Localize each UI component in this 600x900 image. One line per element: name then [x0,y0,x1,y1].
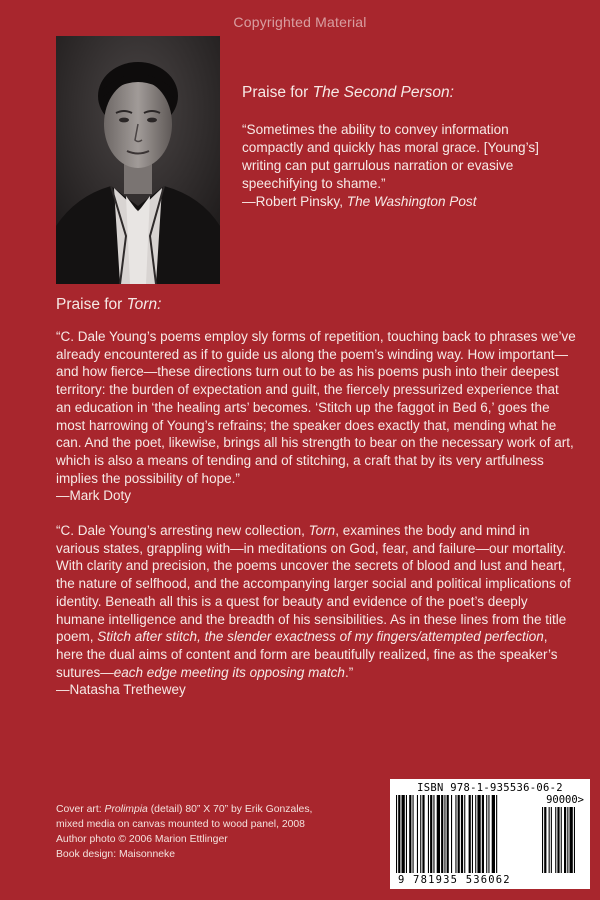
book-title: Torn: [126,296,162,313]
barcode-bar [420,795,421,873]
praise-torn [56,296,576,699]
credits [56,802,396,862]
barcode-bar [492,795,495,873]
barcode-bar [409,795,411,873]
barcode-addon-bar [555,807,556,873]
barcode-bar [430,795,432,873]
pinsky-quote: “Sometimes the ability to convey information compactly and quickly has moral grace. [Young’s] writing can put garrulous narration or evasive speechifying to shame.” [242,122,539,191]
barcode-bar [469,795,471,873]
barcode-bar [451,795,452,873]
barcode-bar [444,795,445,873]
cover-title: Prolimpia [104,804,148,815]
barcode-addon-bar [564,807,566,873]
barcode-bar [475,795,476,873]
barcode-addon-bar [542,807,543,873]
barcode-bar [477,795,480,873]
barcode-bar [464,795,465,873]
author-portrait-image [56,36,220,284]
praise-heading [242,84,572,102]
photo-credit: Author photo © 2006 Marion Ettlinger [56,834,228,845]
copyright-watermark: Copyrighted Material [233,14,367,30]
isbn-barcode [390,779,590,889]
barcode-bar [472,795,473,873]
barcode-bars [396,795,586,873]
attribution-source: The Washington Post [346,194,477,209]
trethewey-attribution: —Natasha Trethewey [56,682,186,698]
cover-art-credit [56,802,396,817]
pinsky-attribution [242,193,572,211]
barcode-bar [441,795,443,873]
quote-text: .” [344,664,354,680]
barcode-bar [488,795,489,873]
barcode-bar [482,795,484,873]
barcode-addon-bar [551,807,552,873]
barcode-addon-bar [557,807,559,873]
author-photo [56,36,220,284]
quoted-lines: Stitch after stitch, the slender exactness of my fingers/attempted perfection [97,629,544,645]
cover-art-medium: mixed media on canvas mounted to wood panel, 2008 [56,819,305,830]
barcode-addon-bar [567,807,568,873]
attribution-name: —Robert Pinsky, [242,194,347,209]
barcode-bar [422,795,424,873]
barcode-bar [458,795,460,873]
barcode-bar [402,795,405,873]
barcode-bar [417,795,418,873]
barcode-addon-bar [549,807,550,873]
quoted-lines: each edge meeting its opposing match [113,664,345,680]
cover-prefix: Cover art: [56,804,105,815]
quote-text: , here the dual aims of content and form are beautifully realized, fine as the speaker’s sutures— [56,629,558,680]
barcode-bar [496,795,497,873]
barcode-addon-bar [574,807,575,873]
praise-heading-prefix: Praise for [242,84,313,101]
design-credit: Book design: Maisonneke [56,849,175,860]
barcode-bar [406,795,407,873]
praise-second-person [242,84,572,211]
barcode-bar [428,795,429,873]
barcode-digits: 9 781935 536062 [398,874,511,886]
barcode-addon-bar [544,807,546,873]
quote-text: “C. Dale Young’s arresting new collection, [56,523,309,539]
barcode-addon-bar [561,807,562,873]
barcode-bar [447,795,449,873]
quote-text: , examines the body and mind in various states, grappling with—in meditations on God, fear, and failure—our mortality. With clarity and precision, the poems uncover the secrets of blood and lust and heart, the nature of selfhood, and the accompanying larger social and political implications of identity. Beneath all this is a quest for beauty and evidence of the poet’s deeply humane intelligence and the breadth of his sensibilities. As in these lines from the title poem, [56,523,571,645]
barcode-bar [486,795,487,873]
barcode-bar [396,795,397,873]
cover-rest: (detail) 80” X 70” by Erik Gonzales, [147,804,313,815]
praise-heading [56,296,576,314]
barcode-bar [461,795,463,873]
barcode-bar [455,795,456,873]
price-code: 90000> [546,794,584,806]
trethewey-quote [56,522,576,681]
book-title: The Second Person: [312,84,454,101]
doty-quote: “C. Dale Young’s poems employ sly forms of repetition, touching back to phrases we’ve already encountered as if to guide us along the poem’s winding way. How important—and how fierce—these directions turn out to be as his poems push into their deepest territory: the burden of expectation and guilt, the fiercely pressurized experience that an education in ‘the healing arts’ becomes. ‘Stitch up the faggot in Bed 6,’ goes the most harrowing of Young’s refrains; the speaker does exactly that, mending what he can. And the poet, likewise, brings all his strength to bear on the necessary work of art, which is also a means of tending and of stitching, a craft that by its very artfulness implies the possibility of hope.” [56,329,576,486]
isbn-text: ISBN 978-1-935536-06-2 [417,782,563,794]
doty-attribution: —Mark Doty [56,488,132,504]
barcode-bar [413,795,414,873]
barcode-bar [398,795,400,873]
barcode-bar [437,795,440,873]
quote-title: Torn [308,523,336,539]
barcode-bar [433,795,434,873]
barcode-addon-bar [570,807,573,873]
praise-heading-prefix: Praise for [56,296,127,313]
